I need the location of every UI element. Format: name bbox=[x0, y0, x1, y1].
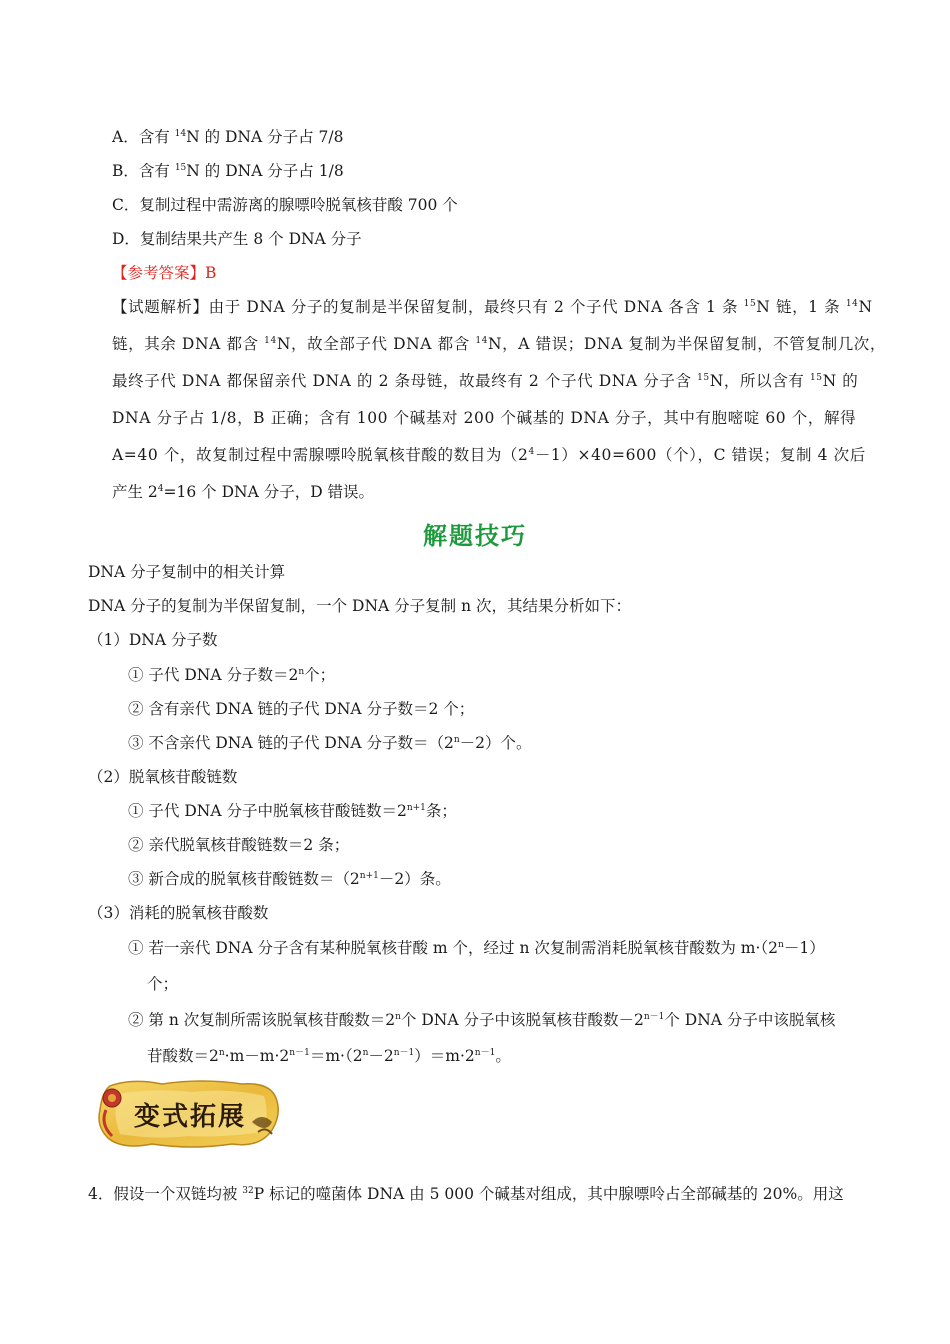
option-c: C．复制过程中需游离的腺嘌呤脱氧核苷酸 700 个 bbox=[112, 196, 458, 214]
tips-intro: DNA 分子的复制为半保留复制，一个 DNA 分子复制 n 次，其结果分析如下： bbox=[88, 597, 631, 615]
section-2-item-3: ③ 新合成的脱氧核苷酸链数$=(2^{n+1}-2)$条。 bbox=[128, 870, 451, 888]
section-1-item-3: ③ 不含亲代 DNA 链的子代 DNA 分子数$=(2^n-2)$个。 bbox=[128, 734, 532, 752]
section-3-item-2-cont: 苷酸数$=2^n\cdot m-m\cdot 2^{n-1}=m\cdot(2^n-2^{n-1})=m\cdot 2^{n-1}$。 bbox=[147, 1047, 511, 1065]
question-4: 4．假设一个双链均被 $^{32}$P 标记的噬菌体 DNA 由 5 000 个碱基对组成，其中腺嘌呤占全部碱基的 20%。用这 bbox=[88, 1185, 844, 1203]
option-a: A．含有 $^{14}$N 的 DNA 分子占 7/8 bbox=[112, 128, 344, 146]
analysis-line-1: 【试题解析】由于 DNA 分子的复制是半保留复制，最终只有 2 个子代 DNA 各含 1 条 $^{15}$N 链，1 条 $^{14}$N bbox=[112, 298, 873, 316]
analysis-line-4: DNA 分子占 1/8，B 正确；含有 100 个碱基对 200 个碱基的 DNA 分子，其中有胞嘧啶 60 个，解得 bbox=[112, 409, 857, 427]
analysis-line-3: 最终子代 DNA 都保留亲代 DNA 的 2 条母链，故最终有 2 个子代 DNA 分子含 $^{15}$N，所以含有 $^{15}$N 的 bbox=[112, 372, 859, 390]
section-2-item-1: ① 子代 DNA 分子中脱氧核苷酸链数$=2^{n+1}$条； bbox=[128, 802, 457, 820]
option-b: B．含有 $^{15}$N 的 DNA 分子占 1/8 bbox=[112, 162, 344, 180]
section-3-item-1-cont: 个； bbox=[147, 975, 179, 993]
tips-title: DNA 分子复制中的相关计算 bbox=[88, 563, 286, 581]
section-3-item-2: ② 第 n 次复制所需该脱氧核苷酸数$=2^n$个 DNA 分子中该脱氧核苷酸数$-2^{n-1}$个 DNA 分子中该脱氧核 bbox=[128, 1011, 836, 1029]
section-2-item-2: ② 亲代脱氧核苷酸链数＝2 条； bbox=[128, 836, 350, 854]
option-d: D．复制结果共产生 8 个 DNA 分子 bbox=[112, 230, 362, 248]
banner-label: 变式拓展 bbox=[134, 1102, 247, 1132]
reference-answer: 【参考答案】B bbox=[112, 264, 217, 282]
variant-extension-banner bbox=[92, 1076, 282, 1152]
section-1-item-1: ① 子代 DNA 分子数$=2^n$个； bbox=[128, 666, 336, 684]
section-1-item-2: ② 含有亲代 DNA 链的子代 DNA 分子数＝2 个； bbox=[128, 700, 475, 718]
analysis-line-2: 链，其余 DNA 都含 $^{14}$N，故全部子代 DNA 都含 $^{14}$N，A 错误；DNA 复制为半保留复制，不管复制几次， bbox=[112, 335, 887, 353]
section-1-head: （1）DNA 分子数 bbox=[88, 631, 218, 649]
section-2-head: （2）脱氧核苷酸链数 bbox=[88, 768, 238, 786]
analysis-line-6: 产生 $2^4=16$ 个 DNA 分子，D 错误。 bbox=[112, 483, 375, 501]
section-3-head: （3）消耗的脱氧核苷酸数 bbox=[88, 904, 269, 922]
section-3-item-1: ① 若一亲代 DNA 分子含有某种脱氧核苷酸 m 个，经过 n 次复制需消耗脱氧核苷酸数为 $m\cdot(2^n-1)$ bbox=[128, 939, 825, 957]
section-heading: 解题技巧 bbox=[423, 521, 527, 550]
analysis-line-5: A=40 个，故复制过程中需腺嘌呤脱氧核苷酸的数目为$(2^4-1)\times 40=600$（个），C 错误；复制 4 次后 bbox=[112, 446, 866, 464]
